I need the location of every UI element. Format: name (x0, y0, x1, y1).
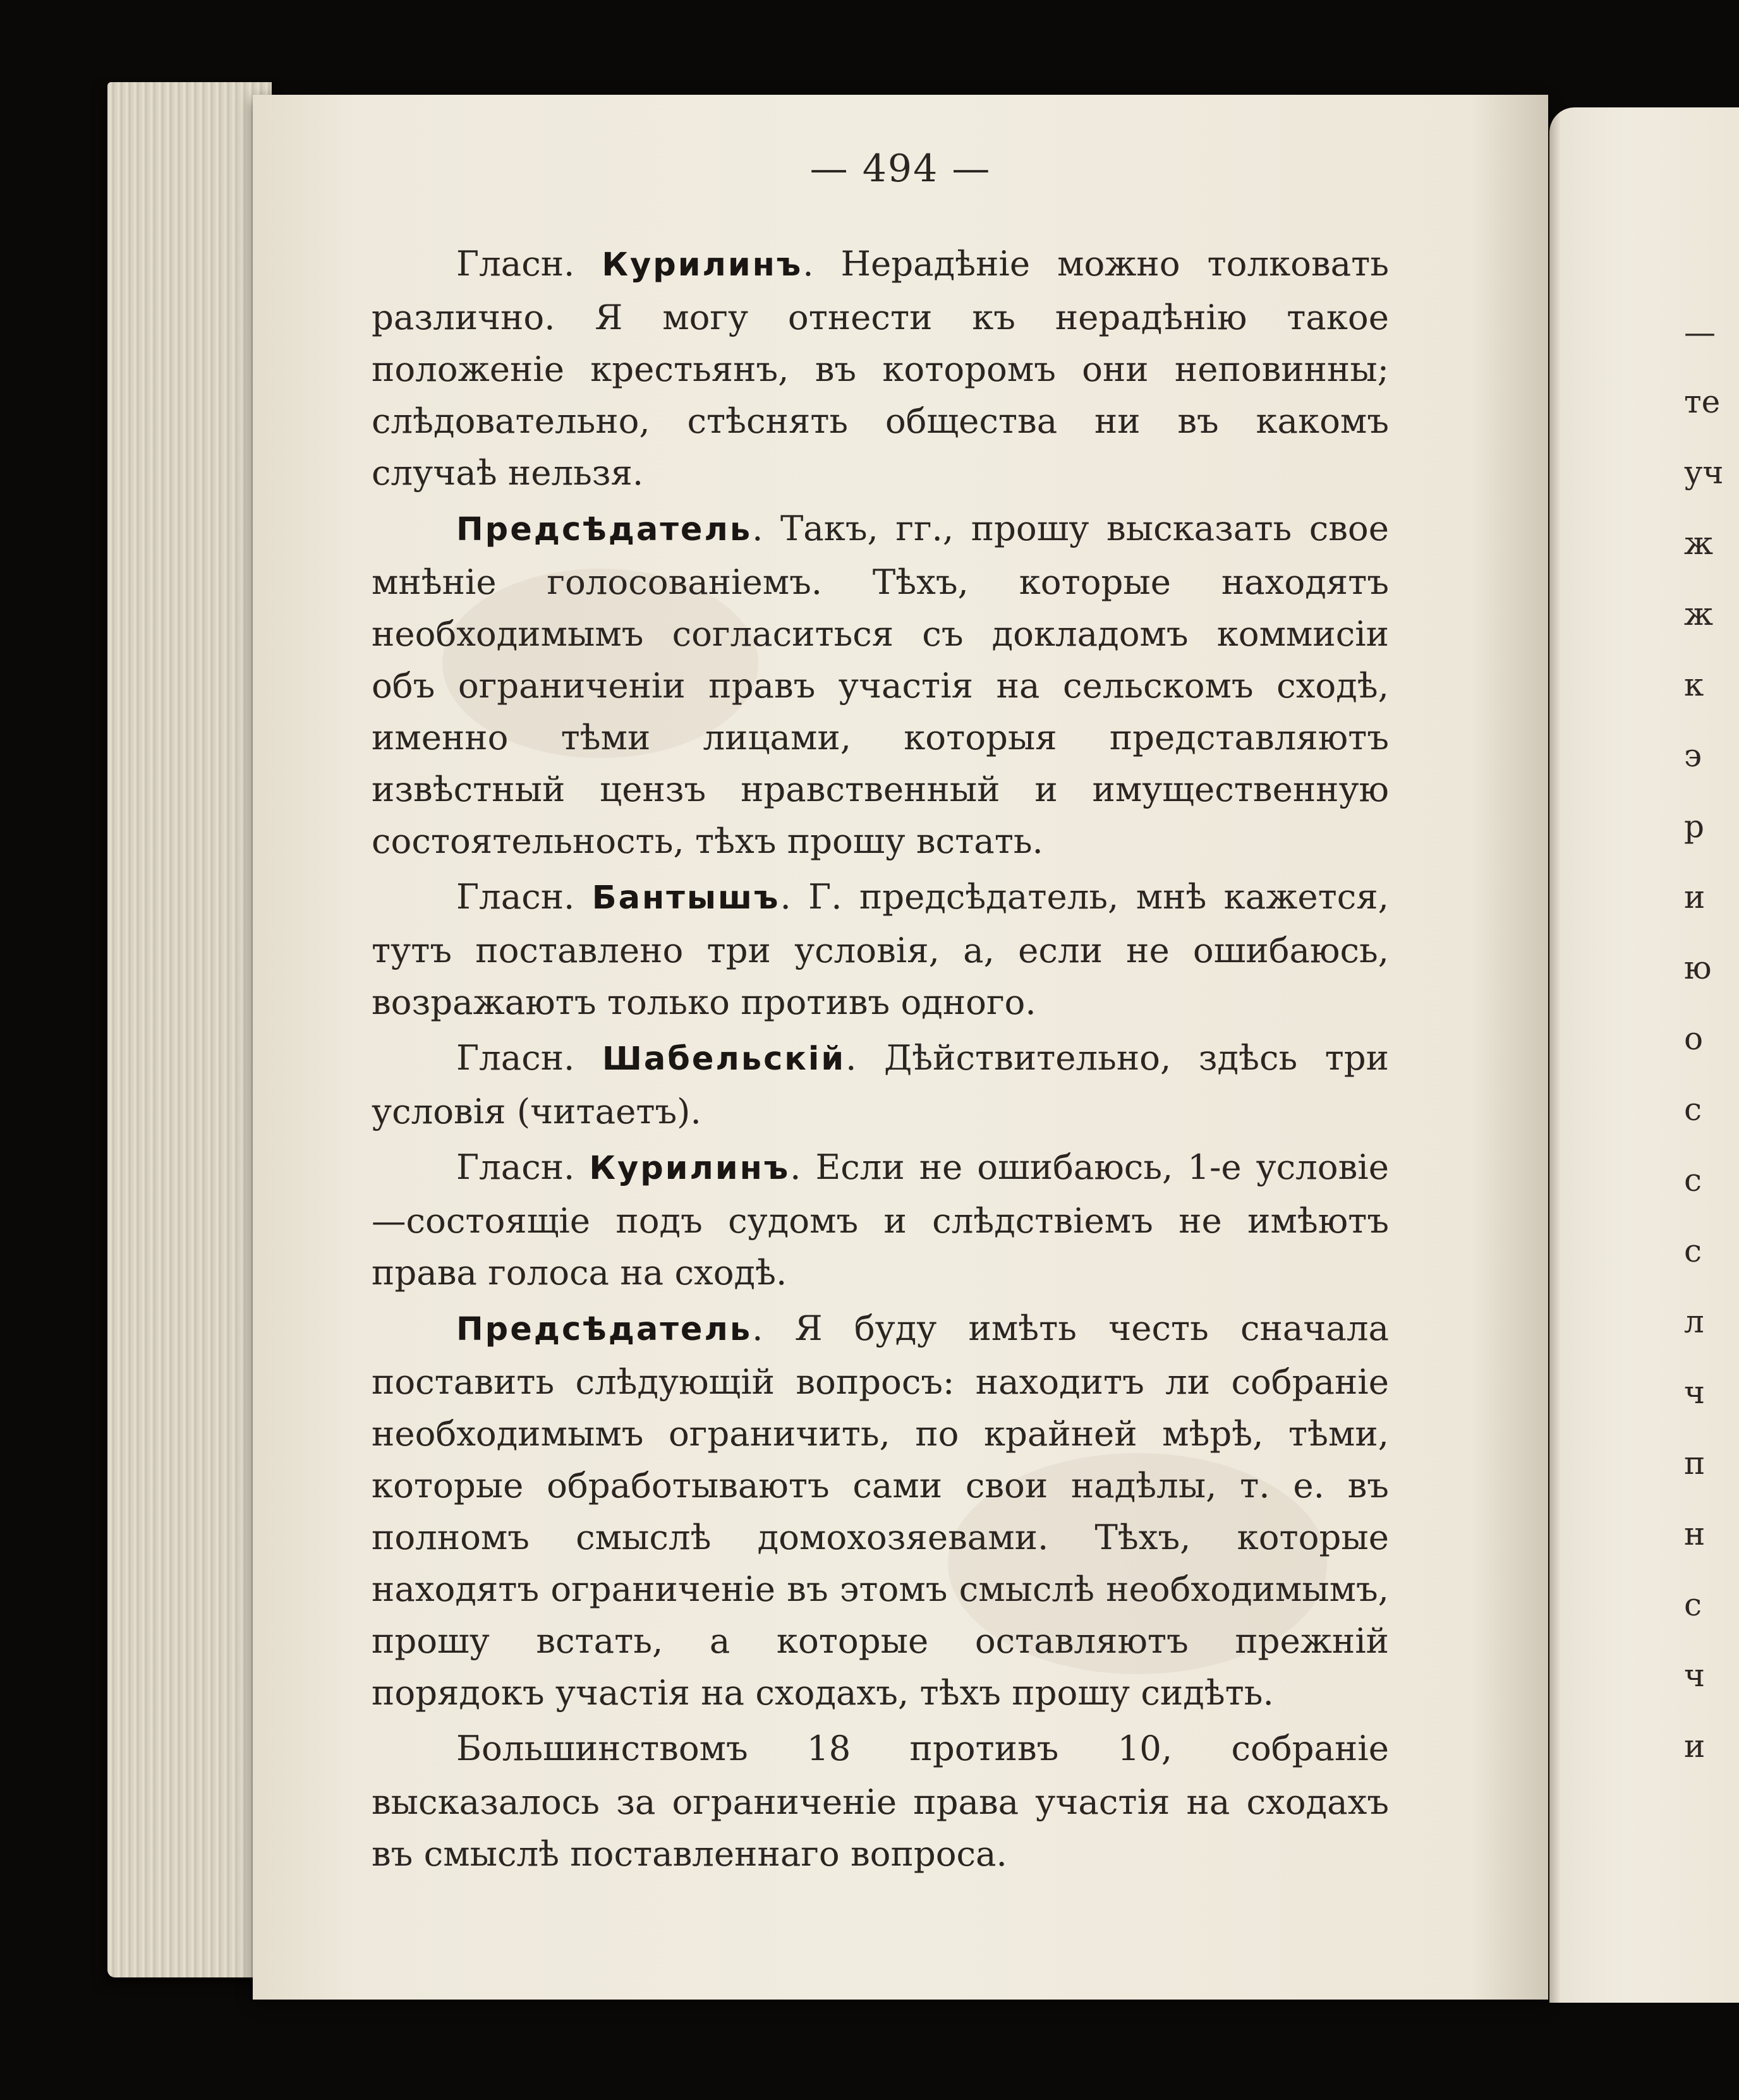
right-page-fragment: с (1684, 1233, 1702, 1269)
right-page-fragment: э (1684, 737, 1702, 774)
right-page-fragment: с (1684, 1586, 1702, 1623)
paragraph-text: . Такъ, гг., прошу высказать свое мнѣніе голосованіемъ. Тѣхъ, которые находятъ необходимымъ согласиться съ докладомъ коммисіи объ ограниченіи правъ участія на сельскомъ сходѣ, именно тѣми лицами, которыя представляютъ извѣстный цензъ нравственный и имущественную состоятельность, тѣхъ прошу встать. (372, 508, 1389, 861)
right-page-fragment: ж (1684, 596, 1713, 632)
book-page-edges (107, 82, 272, 1977)
page-text (372, 238, 1389, 1883)
right-page-fragment: к (1684, 667, 1704, 703)
right-page-fragment: с (1684, 1162, 1702, 1198)
paragraph-text: . Я буду имѣть честь сначала поставить слѣдующій вопросъ: находитъ ли собраніе необходимымъ ограничить, по крайней мѣрѣ, тѣми, которые обработываютъ сами свои надѣлы, т. е. въ полномъ смыслѣ домохозяевами. Тѣхъ, которые находятъ ограниченіе въ этомъ смыслѣ необходимымъ, прошу встать, а которые оставляютъ прежній порядокъ участія на сходахъ, тѣхъ прошу сидѣть. (372, 1308, 1389, 1713)
paragraph (372, 1032, 1389, 1137)
paragraph-text: . Г. предсѣдатель, мнѣ кажется, тутъ поставлено три условія, а, если не ошибаюсь, возражаютъ только противъ одного. (372, 876, 1389, 1022)
right-page-fragment: уч (1684, 454, 1724, 491)
speaker-name: Предсѣдатель (456, 1311, 753, 1348)
right-page-fragment: п (1684, 1445, 1706, 1481)
right-page-fragment: — (1684, 314, 1716, 351)
speaker-prefix: Гласн. (456, 1037, 602, 1078)
paragraph (372, 871, 1389, 1028)
paragraph (372, 1722, 1389, 1880)
paragraph (372, 238, 1389, 498)
speaker-name: Курилинъ (589, 1150, 791, 1187)
right-page-fragment: р (1684, 808, 1705, 845)
paragraph-text: . Если не ошибаюсь, 1-е условіе—состоящіе подъ судомъ и слѣдствіемъ не имѣютъ права голоса на сходѣ. (372, 1147, 1389, 1293)
speaker-name: Курилинъ (602, 246, 803, 284)
right-page-fragment: н (1684, 1516, 1706, 1552)
paragraph-text: Большинствомъ 18 противъ 10, собраніе высказалось за ограниченіе права участія на сходахъ въ смыслѣ поставленнаго вопроса. (372, 1728, 1389, 1874)
right-page-fragment: о (1684, 1020, 1704, 1057)
right-page-fragment: ч (1684, 1657, 1706, 1694)
speaker-name: Предсѣдатель (456, 511, 753, 548)
speaker-prefix: Гласн. (456, 243, 602, 284)
speaker-name: Бантышъ (591, 879, 780, 917)
right-page-fragment: с (1684, 1091, 1702, 1128)
right-page-fragment: и (1684, 879, 1706, 915)
paragraph (372, 502, 1389, 867)
right-page-fragment: ч (1684, 1374, 1706, 1411)
speaker-prefix: Гласн. (456, 876, 592, 917)
right-page-fragment: л (1684, 1303, 1704, 1340)
speaker-name: Шабельскій (602, 1041, 846, 1078)
right-page-fragment: ю (1684, 950, 1712, 986)
right-page-fragment: те (1684, 383, 1721, 420)
right-page-text-fragments (1684, 297, 1722, 1782)
paragraph (372, 1141, 1389, 1298)
right-page-fragment: и (1684, 1728, 1706, 1765)
paragraph-text: . Дѣйствительно, здѣсь три условія (читаетъ). (372, 1037, 1389, 1131)
speaker-prefix: Гласн. (456, 1147, 590, 1187)
page-number: — 494 — (809, 147, 991, 191)
paragraph (372, 1302, 1389, 1718)
paragraph-text: . Нерадѣніе можно толковать различно. Я могу отнести къ нерадѣнію такое положеніе крестьянъ, въ которомъ они неповинны; слѣдовательно, стѣснять общества ни въ какомъ случаѣ нельзя. (372, 243, 1389, 493)
right-page-fragment: ж (1684, 525, 1713, 562)
